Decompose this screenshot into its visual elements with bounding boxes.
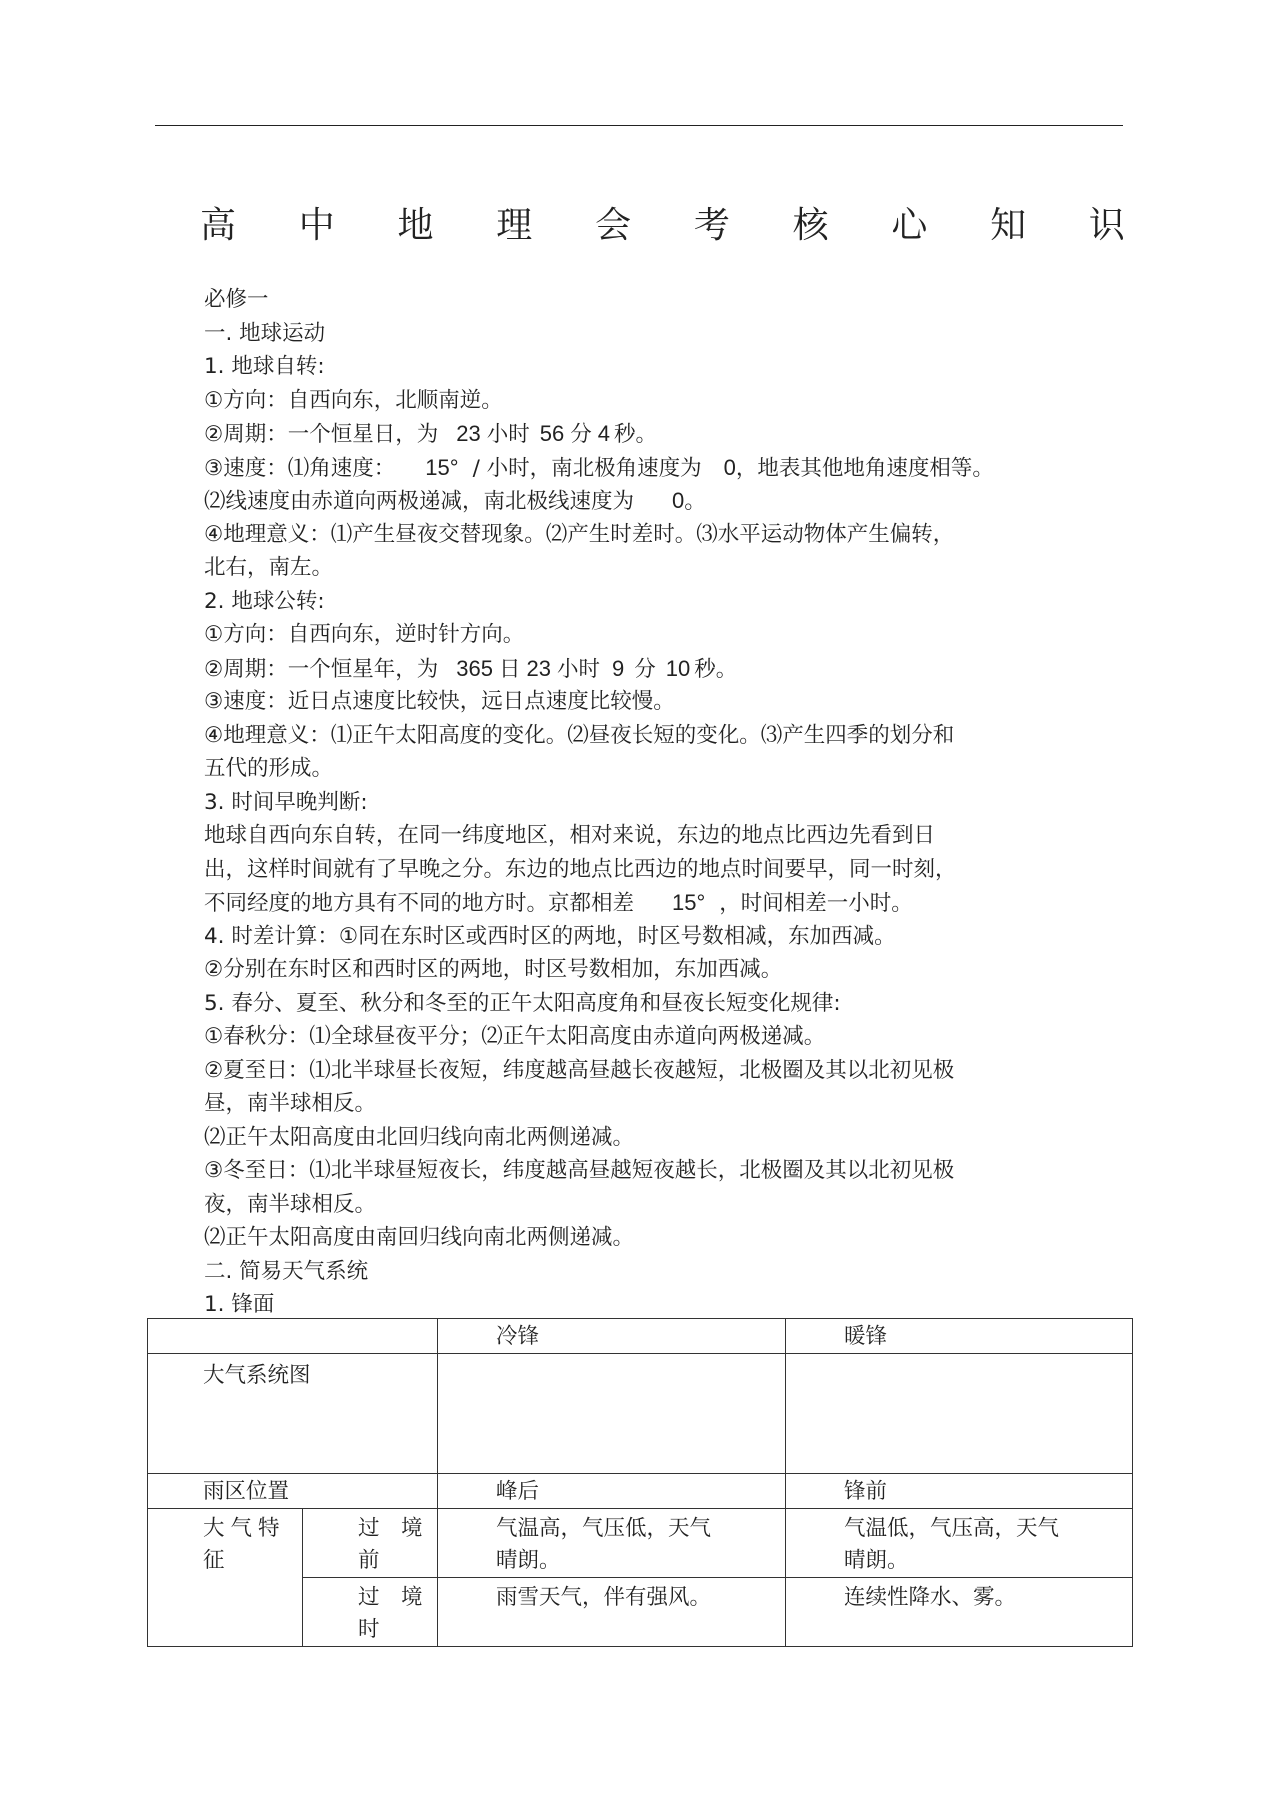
paragraph-line: 夜，南半球相反。: [204, 1191, 377, 1217]
table-header-row: [148, 1319, 1133, 1354]
part-heading: 一. 地球运动: [204, 320, 326, 346]
paragraph-line: ③冬至日：⑴北半球昼短夜长，纬度越高昼越短夜越长，北极圈及其以北初见极: [204, 1158, 955, 1183]
paragraph-line: ②周期：一个恒星年，为 365 日 23 小时 9 分 10 秒。: [204, 655, 738, 682]
table-cell: 气温低，气压高，天气 晴朗。: [786, 1509, 1133, 1578]
table-cell-empty: [148, 1319, 438, 1354]
title-char: 中: [298, 204, 335, 246]
paragraph-line: ⑵线速度由赤道向两极递减，南北极线速度为 0。: [204, 488, 707, 514]
subheading: 1. 地球自转:: [204, 354, 325, 379]
paragraph-line: ②周期：一个恒星日，为 23 小时 56 分 4 秒。: [204, 421, 658, 447]
paragraph-line: 出，这样时间就有了早晚之分。东边的地点比西边的地点时间要早，同一时刻，: [204, 856, 957, 882]
paragraph-line: 昼，南半球相反。: [204, 1091, 377, 1116]
header-rule: [155, 125, 1123, 126]
table-cell: 锋前: [786, 1474, 1133, 1509]
title-char: 考: [693, 204, 730, 246]
paragraph-line: 五代的形成。: [204, 756, 334, 781]
paragraph-line: ④地理意义：⑴产生昼夜交替现象。⑵产生时差时。⑶水平运动物体产生偏转，: [204, 521, 955, 547]
table-cell: 峰后: [438, 1474, 786, 1509]
document-body: [204, 283, 1124, 1322]
title-char: 会: [595, 204, 632, 246]
paragraph-line: ②夏至日：⑴北半球昼长夜短，纬度越高昼越长夜越短，北极圈及其以北初见极: [204, 1057, 955, 1083]
table-cell: 气温高，气压低，天气 晴朗。: [438, 1509, 786, 1578]
paragraph-line: 北右，南左。: [204, 555, 334, 580]
section-label: 必修一: [204, 287, 269, 312]
table-cell: 连续性降水、雾。: [786, 1578, 1133, 1647]
part-heading: 二. 简易天气系统: [204, 1258, 369, 1284]
diagram-cell-warm: [786, 1354, 1133, 1474]
subheading: 5. 春分、夏至、秋分和冬至的正午太阳高度角和昼夜长短变化规律:: [204, 990, 841, 1016]
table-header-warm: 暖锋: [786, 1319, 1133, 1354]
table-row-label: 雨区位置: [148, 1474, 438, 1509]
diagram-cell-cold: [438, 1354, 786, 1474]
paragraph-line: ⑵正午太阳高度由北回归线向南北两侧递减。: [204, 1124, 635, 1150]
paragraph-line: 4. 时差计算：①同在东时区或西时区的两地，时区号数相减，东加西减。: [204, 923, 896, 949]
paragraph-line: ⑵正午太阳高度由南回归线向南北两侧递减。: [204, 1225, 635, 1250]
subheading: 2. 地球公转:: [204, 588, 325, 614]
subheading: 3. 时间早晚判断:: [204, 789, 368, 815]
table-row-label: 大气特 征: [148, 1509, 303, 1647]
title-char: 核: [792, 204, 829, 246]
table-row: [148, 1354, 1133, 1474]
title-char: 心: [891, 204, 928, 246]
paragraph-line: ④地理意义：⑴正午太阳高度的变化。⑵昼夜长短的变化。⑶产生四季的划分和: [204, 722, 955, 748]
table-sub-label: 过 境 前: [303, 1509, 438, 1578]
fronts-table: [147, 1318, 1133, 1647]
subheading: 1. 锋面: [204, 1292, 275, 1317]
table-row-label: 大气系统图: [148, 1354, 438, 1474]
table-sub-label: 过 境 时: [303, 1578, 438, 1647]
table-row: [148, 1509, 1133, 1578]
table-header-cold: 冷锋: [438, 1319, 786, 1354]
paragraph-line: 地球自西向东自转，在同一纬度地区，相对来说，东边的地点比西边先看到日: [204, 823, 936, 848]
paragraph-line: ②分别在东时区和西时区的两地，时区号数相加，东加西减。: [204, 957, 783, 982]
title-char: 知: [990, 204, 1027, 246]
title-char: 地: [397, 204, 434, 246]
table-cell: 雨雪天气，伴有强风。: [438, 1578, 786, 1647]
paragraph-line: ①方向：自西向东，北顺南逆。: [204, 387, 503, 413]
title-char: 理: [496, 204, 533, 246]
table-row: [148, 1474, 1133, 1509]
paragraph-line: ①春秋分：⑴全球昼夜平分；⑵正午太阳高度由赤道向两极递减。: [204, 1024, 826, 1049]
paragraph-line: 不同经度的地方具有不同的地方时。京都相差 15° ，时间相差一小时。: [204, 890, 913, 916]
paragraph-line: ③速度：近日点速度比较快，远日点速度比较慢。: [204, 689, 675, 714]
title-char: 高: [200, 204, 237, 246]
title-char: 识: [1088, 204, 1125, 246]
document-title: [200, 196, 1125, 248]
paragraph-line: ①方向：自西向东，逆时针方向。: [204, 622, 525, 647]
paragraph-line: ③速度：⑴角速度： 15° / 小时，南北极角速度为 0，地表其他地角速度相等。: [204, 454, 994, 481]
